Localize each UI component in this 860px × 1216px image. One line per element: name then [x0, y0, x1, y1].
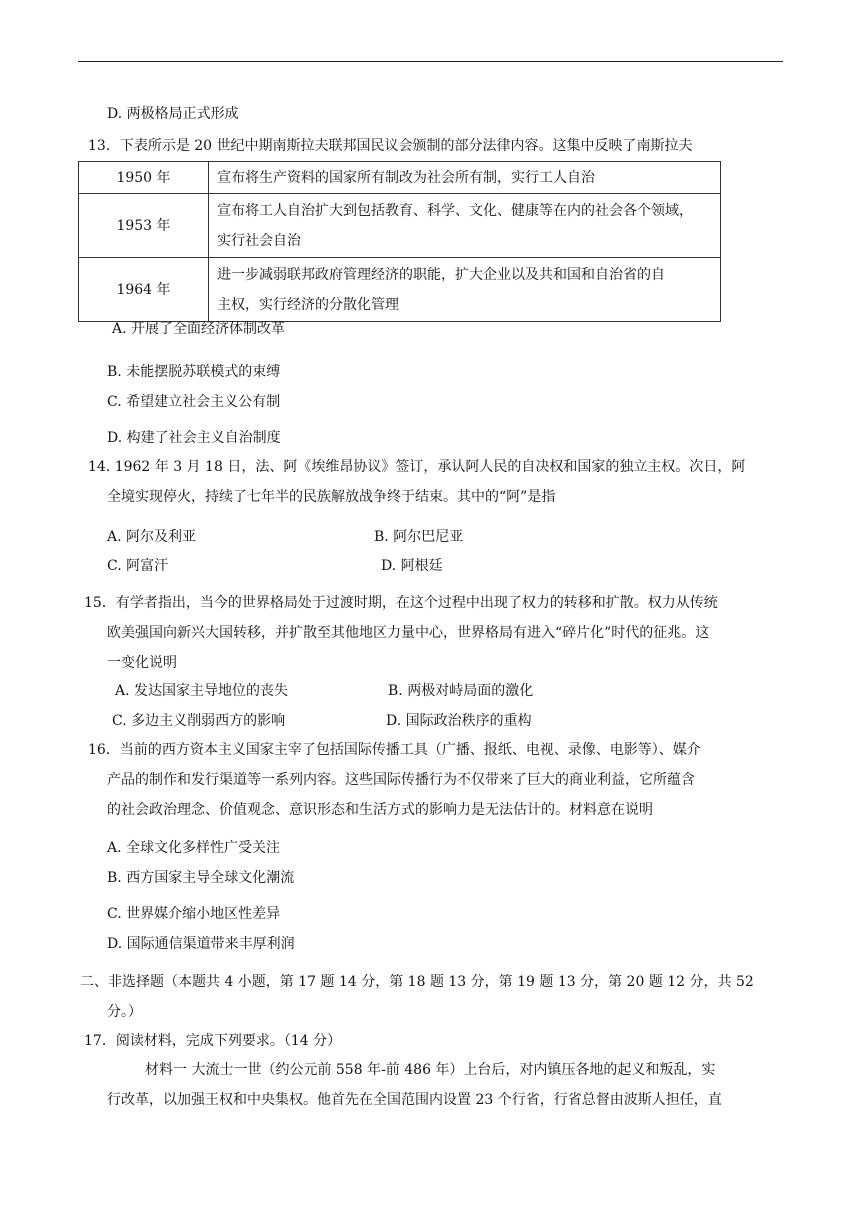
content-cell: [209, 258, 721, 322]
content-line: 主权，实行经济的分散化管理: [217, 296, 399, 313]
table-row: [79, 194, 721, 258]
q13-option-b: B. 未能摆脱苏联模式的束缚: [107, 364, 281, 380]
q15-stem-line1: 15．有学者指出，当今的世界格局处于过渡时期，在这个过程中出现了权力的转移和扩散。权力从传统: [84, 595, 718, 611]
section2-heading-line2: 分。）: [107, 1004, 142, 1020]
q15-option-a: A. 发达国家主导地位的丧失: [115, 683, 289, 699]
year-cell: 1950 年: [79, 162, 209, 194]
q15-option-d: D. 国际政治秩序的重构: [386, 713, 532, 729]
q13-option-a: A. 开展了全面经济体制改革: [112, 321, 286, 337]
q15-option-b: B. 两极对峙局面的激化: [388, 683, 534, 699]
content-cell: [209, 194, 721, 258]
content-line: 实行社会自治: [217, 232, 301, 249]
q15-option-c: C. 多边主义削弱西方的影响: [112, 713, 286, 729]
q13-stem: 13．下表所示是 20 世纪中期南斯拉夫联邦国民议会颁制的部分法律内容。这集中反映了南斯拉夫: [88, 138, 693, 154]
section2-heading-line1: 二、非选择题（本题共 4 小题，第 17 题 14 分，第 18 题 13 分，第 19 题 13 分，第 20 题 12 分，共 52: [80, 974, 754, 990]
law-table: [78, 161, 721, 322]
q15-stem-line3: 一变化说明: [107, 655, 177, 671]
q16-option-d: D. 国际通信渠道带来丰厚利润: [107, 936, 295, 952]
q14-stem-line1: 14. 1962 年 3 月 18 日，法、阿《埃维昂协议》签订，承认阿人民的自决权和国家的独立主权。次日，阿: [88, 459, 746, 475]
q14-option-c: C. 阿富汗: [107, 558, 169, 574]
table-row: [79, 258, 721, 322]
q16-option-b: B. 西方国家主导全球文化潮流: [107, 870, 295, 886]
q17-stem: 17．阅读材料，完成下列要求。（14 分）: [84, 1033, 342, 1049]
q16-stem-line2: 产品的制作和发行渠道等一系列内容。这些国际传播行为不仅带来了巨大的商业利益，它所蕴含: [107, 772, 695, 788]
year-cell: 1953 年: [79, 194, 209, 258]
q14-option-a: A. 阿尔及利亚: [107, 529, 197, 545]
q17-material-line2: 行改革，以加强王权和中央集权。他首先在全国范围内设置 23 个行省，行省总督由波斯人担任，直: [107, 1092, 722, 1108]
q16-option-c: C. 世界媒介缩小地区性差异: [107, 906, 281, 922]
year-cell: 1964 年: [79, 258, 209, 322]
q13-option-d: D. 构建了社会主义自治制度: [107, 430, 281, 446]
q17-material-line1: 材料一 大流士一世（约公元前 558 年-前 486 年）上台后，对内镇压各地的起义和叛乱，实: [145, 1062, 716, 1078]
q13-option-c: C. 希望建立社会主义公有制: [107, 394, 281, 410]
content-cell: 宣布将生产资料的国家所有制改为社会所有制，实行工人自治: [209, 162, 721, 194]
q16-option-a: A. 全球文化多样性广受关注: [107, 840, 281, 856]
q12-option-d: D. 两极格局正式形成: [107, 106, 239, 122]
q14-stem-line2: 全境实现停火，持续了七年半的民族解放战争终于结束。其中的“阿”是指: [107, 489, 556, 505]
q15-stem-line2: 欧美强国向新兴大国转移，并扩散至其他地区力量中心，世界格局有进入“碎片化”时代的征兆。这: [107, 625, 710, 641]
q16-stem-line3: 的社会政治理念、价值观念、意识形态和生活方式的影响力是无法估计的。材料意在说明: [107, 802, 653, 818]
header-rule: [78, 61, 783, 62]
q16-stem-line1: 16．当前的西方资本主义国家主宰了包括国际传播工具（广播、报纸、电视、录像、电影等）、媒介: [88, 742, 701, 758]
q14-option-b: B. 阿尔巴尼亚: [374, 529, 464, 545]
table-row: [79, 162, 721, 194]
q14-option-d: D. 阿根廷: [381, 558, 443, 574]
content-line: 进一步减弱联邦政府管理经济的职能，扩大企业以及共和国和自治省的自: [217, 266, 665, 283]
content-line: 宣布将工人自治扩大到包括教育、科学、文化、健康等在内的社会各个领域，: [217, 202, 693, 219]
